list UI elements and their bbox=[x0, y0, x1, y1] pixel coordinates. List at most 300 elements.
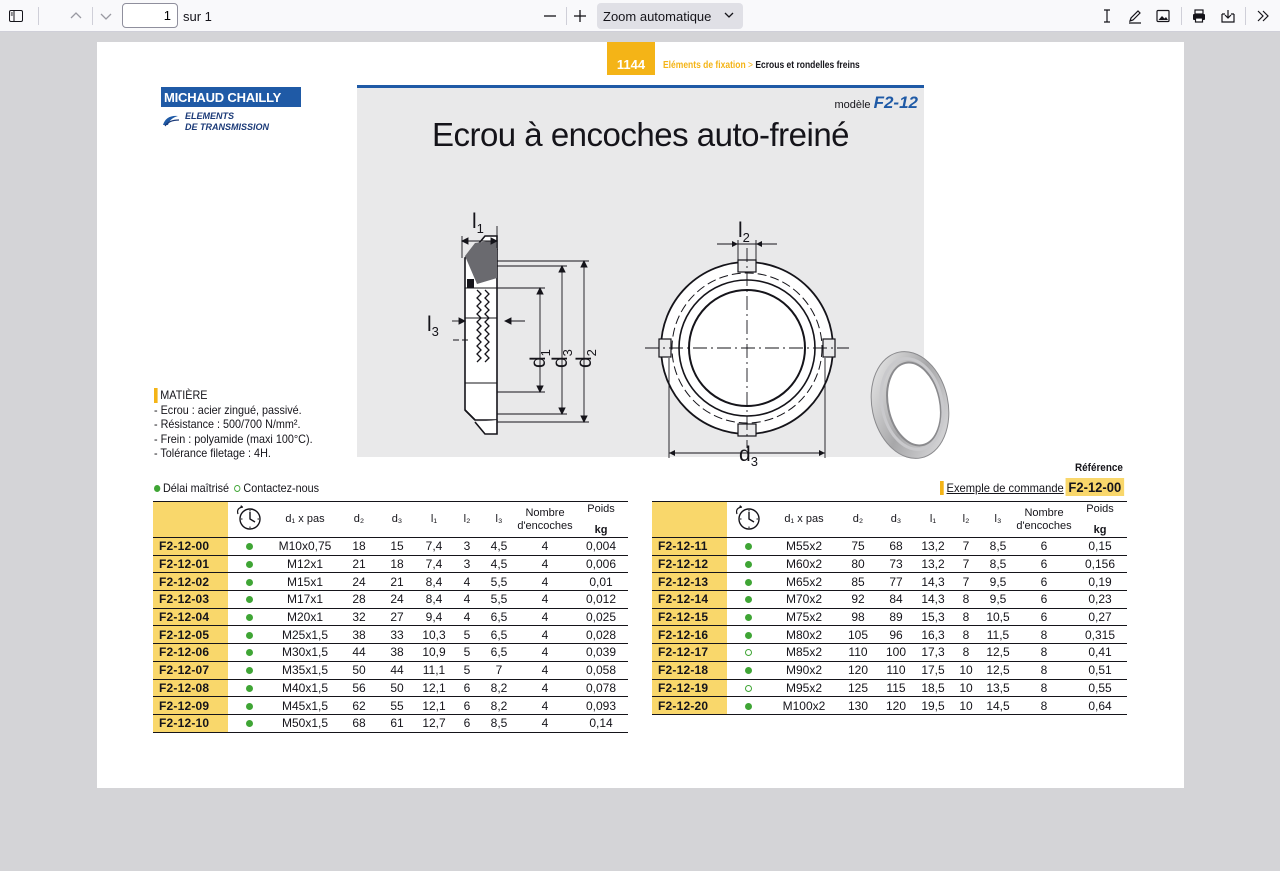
material-block bbox=[154, 388, 313, 461]
table-cell: 6 bbox=[1015, 538, 1073, 556]
table-row bbox=[153, 555, 628, 573]
table-cell: 4 bbox=[516, 714, 574, 732]
table-cell: 0,028 bbox=[574, 626, 628, 644]
table-row bbox=[153, 644, 628, 662]
table-cell: 0,23 bbox=[1073, 591, 1127, 609]
table-cell: M17x1 bbox=[270, 591, 340, 609]
table-row bbox=[153, 697, 628, 715]
table-row bbox=[652, 644, 1127, 662]
table-cell: 5 bbox=[452, 661, 482, 679]
header-d1: d₁ x pas bbox=[769, 502, 839, 538]
sidebar-toggle-icon[interactable] bbox=[4, 4, 28, 28]
table-cell: 0,156 bbox=[1073, 555, 1127, 573]
table-cell: M65x2 bbox=[769, 573, 839, 591]
table-cell: 8 bbox=[1015, 644, 1073, 662]
table-cell: M90x2 bbox=[769, 661, 839, 679]
table-cell: 8 bbox=[951, 644, 981, 662]
table-cell: 0,55 bbox=[1073, 679, 1127, 697]
pdf-page bbox=[97, 42, 1184, 788]
catalog-page-number: 1144 bbox=[607, 42, 655, 75]
table-cell: 18 bbox=[340, 538, 378, 556]
table-cell: 10,5 bbox=[981, 608, 1015, 626]
cell-reference: F2-12-08 bbox=[153, 679, 228, 697]
table-cell: 0,012 bbox=[574, 591, 628, 609]
table-cell: 4 bbox=[516, 644, 574, 662]
table-row bbox=[652, 591, 1127, 609]
table-cell: 8 bbox=[1015, 626, 1073, 644]
cell-availability bbox=[228, 661, 270, 679]
header-reference bbox=[153, 502, 228, 538]
table-cell: 0,15 bbox=[1073, 538, 1127, 556]
cell-availability bbox=[228, 573, 270, 591]
cell-reference: F2-12-14 bbox=[652, 591, 727, 609]
filled-dot-icon bbox=[246, 685, 253, 692]
table-cell: 6 bbox=[452, 697, 482, 715]
header-d1: d₁ x pas bbox=[270, 502, 340, 538]
table-cell: 62 bbox=[340, 697, 378, 715]
table-cell: 7,4 bbox=[416, 555, 452, 573]
page-number-input[interactable] bbox=[122, 3, 178, 28]
table-cell: 115 bbox=[877, 679, 915, 697]
filled-dot-icon bbox=[745, 667, 752, 674]
dim-label-d2: $d_2$ bbox=[573, 349, 599, 368]
table-cell: 38 bbox=[378, 644, 416, 662]
table-cell: 68 bbox=[877, 538, 915, 556]
table-cell: 0,64 bbox=[1073, 697, 1127, 715]
filled-dot-icon bbox=[745, 579, 752, 586]
table-row bbox=[652, 608, 1127, 626]
table-cell: 17,3 bbox=[915, 644, 951, 662]
cell-availability bbox=[228, 714, 270, 732]
filled-dot-icon bbox=[745, 561, 752, 568]
header-notches: Nombre d'encoches bbox=[1015, 502, 1073, 538]
table-cell: 4 bbox=[452, 608, 482, 626]
product-photo bbox=[862, 347, 952, 462]
table-cell: 8,4 bbox=[416, 591, 452, 609]
brand-subtitle-line: DE TRANSMISSION bbox=[185, 122, 270, 132]
cell-reference: F2-12-13 bbox=[652, 573, 727, 591]
filled-dot-icon bbox=[246, 543, 253, 550]
chevron-down-icon[interactable] bbox=[94, 4, 118, 28]
table-cell: 17,5 bbox=[915, 661, 951, 679]
filled-dot-icon bbox=[246, 596, 253, 603]
table-cell: M12x1 bbox=[270, 555, 340, 573]
table-row bbox=[652, 661, 1127, 679]
header-d2: d₂ bbox=[839, 502, 877, 538]
table-cell: 4 bbox=[452, 591, 482, 609]
table-cell: 44 bbox=[378, 661, 416, 679]
table-cell: 8,5 bbox=[981, 555, 1015, 573]
clock-icon bbox=[733, 505, 763, 531]
double-chevron-icon[interactable] bbox=[1251, 4, 1275, 28]
table-cell: 5 bbox=[452, 626, 482, 644]
cell-reference: F2-12-02 bbox=[153, 573, 228, 591]
dim-label-l1: $l_1$ bbox=[472, 210, 484, 236]
table-cell: 10 bbox=[951, 697, 981, 715]
cell-reference: F2-12-03 bbox=[153, 591, 228, 609]
table-cell: 0,315 bbox=[1073, 626, 1127, 644]
table-cell: 4 bbox=[516, 591, 574, 609]
brand-mark-icon bbox=[162, 113, 180, 127]
table-cell: 14,3 bbox=[915, 591, 951, 609]
table-cell: 98 bbox=[839, 608, 877, 626]
table-row bbox=[153, 538, 628, 556]
table-cell: 6 bbox=[1015, 555, 1073, 573]
table-cell: 12,1 bbox=[416, 679, 452, 697]
header-d3: d₃ bbox=[378, 502, 416, 538]
table-cell: 10 bbox=[951, 661, 981, 679]
table-cell: 0,01 bbox=[574, 573, 628, 591]
table-cell: 120 bbox=[877, 697, 915, 715]
cell-availability bbox=[727, 661, 769, 679]
filled-dot-icon bbox=[246, 561, 253, 568]
technical-drawing bbox=[357, 168, 924, 469]
table-cell: 105 bbox=[839, 626, 877, 644]
brand-logo: MICHAUD CHAILLY bbox=[161, 87, 301, 107]
table-cell: M15x1 bbox=[270, 573, 340, 591]
table-cell: 8,5 bbox=[981, 538, 1015, 556]
text-cursor-icon[interactable] bbox=[1095, 4, 1119, 28]
save-icon[interactable] bbox=[1216, 4, 1240, 28]
table-cell: 0,006 bbox=[574, 555, 628, 573]
table-cell: 16,3 bbox=[915, 626, 951, 644]
table-cell: 24 bbox=[340, 573, 378, 591]
table-cell: 0,27 bbox=[1073, 608, 1127, 626]
header-d3: d₃ bbox=[877, 502, 915, 538]
header-weight-cell bbox=[1073, 502, 1127, 538]
table-cell: 0,093 bbox=[574, 697, 628, 715]
table-cell: 5,5 bbox=[482, 591, 516, 609]
header-unit: kg bbox=[594, 523, 608, 536]
table-cell: 4 bbox=[516, 626, 574, 644]
table-cell: 13,2 bbox=[915, 538, 951, 556]
table-cell: 0,004 bbox=[574, 538, 628, 556]
cell-reference: F2-12-01 bbox=[153, 555, 228, 573]
table-cell: 6,5 bbox=[482, 608, 516, 626]
table-row bbox=[652, 555, 1127, 573]
cell-reference: F2-12-19 bbox=[652, 679, 727, 697]
table-cell: 9,5 bbox=[981, 573, 1015, 591]
pdf-toolbar bbox=[0, 0, 1280, 32]
table-cell: 8,5 bbox=[482, 714, 516, 732]
header-l3: l₃ bbox=[482, 502, 516, 538]
table-row bbox=[153, 573, 628, 591]
table-cell: 33 bbox=[378, 626, 416, 644]
chevron-down-icon bbox=[723, 9, 735, 21]
cell-reference: F2-12-06 bbox=[153, 644, 228, 662]
filled-dot-icon bbox=[246, 720, 253, 727]
table-cell: M20x1 bbox=[270, 608, 340, 626]
filled-dot-icon bbox=[154, 485, 160, 492]
page-title: Ecrou à encoches auto-freiné bbox=[431, 116, 850, 153]
header-l3: l₃ bbox=[981, 502, 1015, 538]
table-cell: 24 bbox=[378, 591, 416, 609]
header-l1: l₁ bbox=[915, 502, 951, 538]
cell-availability bbox=[228, 538, 270, 556]
table-cell: 9,5 bbox=[981, 591, 1015, 609]
table-cell: M50x1,5 bbox=[270, 714, 340, 732]
table-cell: M10x0,75 bbox=[270, 538, 340, 556]
table-cell: 38 bbox=[340, 626, 378, 644]
table-cell: 0,41 bbox=[1073, 644, 1127, 662]
table-cell: 50 bbox=[340, 661, 378, 679]
document-viewer[interactable] bbox=[0, 33, 1280, 871]
spec-table-left bbox=[153, 501, 628, 733]
model-code: F2-12 bbox=[873, 93, 918, 112]
cell-availability bbox=[228, 608, 270, 626]
cell-availability bbox=[727, 573, 769, 591]
table-cell: 7,4 bbox=[416, 538, 452, 556]
header-l1: l₁ bbox=[416, 502, 452, 538]
table-cell: 21 bbox=[340, 555, 378, 573]
table-cell: 0,51 bbox=[1073, 661, 1127, 679]
breadcrumb-separator: > bbox=[745, 60, 756, 71]
table-cell: 8 bbox=[1015, 679, 1073, 697]
chevron-up-icon[interactable] bbox=[64, 4, 88, 28]
brand-subtitle-line: ELEMENTS bbox=[185, 111, 235, 121]
table-cell: 77 bbox=[877, 573, 915, 591]
table-cell: M45x1,5 bbox=[270, 697, 340, 715]
header-delay bbox=[727, 502, 769, 538]
product-hero bbox=[357, 85, 924, 469]
table-cell: 6 bbox=[1015, 573, 1073, 591]
table-cell: 8,2 bbox=[482, 697, 516, 715]
table-cell: 15 bbox=[378, 538, 416, 556]
table-cell: 96 bbox=[877, 626, 915, 644]
header-weight-cell bbox=[574, 502, 628, 538]
table-cell: 5 bbox=[452, 644, 482, 662]
table-cell: 6 bbox=[1015, 591, 1073, 609]
table-row bbox=[153, 591, 628, 609]
filled-dot-icon bbox=[246, 667, 253, 674]
cell-reference: F2-12-00 bbox=[153, 538, 228, 556]
legend-available: Délai maîtrisé bbox=[163, 481, 230, 495]
table-cell: 7 bbox=[951, 555, 981, 573]
table-cell: M60x2 bbox=[769, 555, 839, 573]
table-cell: M30x1,5 bbox=[270, 644, 340, 662]
table-cell: 11,5 bbox=[981, 626, 1015, 644]
table-cell: 4 bbox=[516, 573, 574, 591]
filled-dot-icon bbox=[246, 614, 253, 621]
table-cell: 120 bbox=[839, 661, 877, 679]
table-row bbox=[153, 626, 628, 644]
table-cell: 18 bbox=[378, 555, 416, 573]
table-cell: 4 bbox=[452, 573, 482, 591]
table-cell: 56 bbox=[340, 679, 378, 697]
table-cell: 0,19 bbox=[1073, 573, 1127, 591]
table-row bbox=[652, 626, 1127, 644]
print-icon[interactable] bbox=[1187, 4, 1211, 28]
filled-dot-icon bbox=[246, 579, 253, 586]
cell-availability bbox=[228, 555, 270, 573]
filled-dot-icon bbox=[745, 543, 752, 550]
table-row bbox=[153, 608, 628, 626]
table-row bbox=[153, 714, 628, 732]
dim-label-l2: $l_2$ bbox=[738, 219, 750, 245]
header-unit: kg bbox=[1093, 523, 1107, 536]
cell-availability bbox=[727, 644, 769, 662]
table-cell: 130 bbox=[839, 697, 877, 715]
spec-table-right bbox=[652, 501, 1127, 715]
table-cell: 15,3 bbox=[915, 608, 951, 626]
filled-dot-icon bbox=[246, 649, 253, 656]
table-cell: M25x1,5 bbox=[270, 626, 340, 644]
header-l2: l₂ bbox=[452, 502, 482, 538]
breadcrumb bbox=[663, 60, 860, 71]
breadcrumb-subsection: Ecrous et rondelles freins bbox=[755, 60, 860, 71]
table-cell: M100x2 bbox=[769, 697, 839, 715]
table-cell: 4 bbox=[516, 608, 574, 626]
cell-reference: F2-12-15 bbox=[652, 608, 727, 626]
material-line: - Ecrou : acier zingué, passivé. bbox=[154, 402, 302, 417]
table-cell: 27 bbox=[378, 608, 416, 626]
table-cell: M85x2 bbox=[769, 644, 839, 662]
image-icon[interactable] bbox=[1151, 4, 1175, 28]
table-cell: 21 bbox=[378, 573, 416, 591]
table-cell: 28 bbox=[340, 591, 378, 609]
hollow-dot-icon bbox=[234, 485, 240, 492]
header-weight: Poids bbox=[587, 502, 615, 515]
table-cell: 3 bbox=[452, 538, 482, 556]
table-cell: 12,5 bbox=[981, 661, 1015, 679]
table-cell: 85 bbox=[839, 573, 877, 591]
table-cell: 92 bbox=[839, 591, 877, 609]
table-row bbox=[153, 679, 628, 697]
table-cell: 4 bbox=[516, 538, 574, 556]
cell-reference: F2-12-17 bbox=[652, 644, 727, 662]
table-cell: 0,058 bbox=[574, 661, 628, 679]
table-cell: 100 bbox=[877, 644, 915, 662]
filled-dot-icon bbox=[745, 703, 752, 710]
table-cell: 6 bbox=[1015, 608, 1073, 626]
material-line: - Frein : polyamide (maxi 100°C). bbox=[154, 431, 313, 446]
table-row bbox=[652, 697, 1127, 715]
table-cell: 4 bbox=[516, 697, 574, 715]
table-row bbox=[153, 661, 628, 679]
table-row bbox=[652, 538, 1127, 556]
zoom-value: Zoom automatique bbox=[603, 9, 712, 24]
cell-reference: F2-12-12 bbox=[652, 555, 727, 573]
plus-icon[interactable] bbox=[568, 4, 592, 28]
table-cell: 10,9 bbox=[416, 644, 452, 662]
table-cell: M40x1,5 bbox=[270, 679, 340, 697]
table-cell: 13,2 bbox=[915, 555, 951, 573]
cell-reference: F2-12-04 bbox=[153, 608, 228, 626]
table-cell: 61 bbox=[378, 714, 416, 732]
table-cell: M75x2 bbox=[769, 608, 839, 626]
minus-icon[interactable] bbox=[538, 4, 562, 28]
filled-dot-icon bbox=[246, 632, 253, 639]
table-cell: 110 bbox=[877, 661, 915, 679]
cell-availability bbox=[727, 591, 769, 609]
model-prefix: modèle bbox=[834, 99, 871, 111]
table-cell: 4,5 bbox=[482, 555, 516, 573]
table-cell: 9,4 bbox=[416, 608, 452, 626]
page-total-label: sur 1 bbox=[183, 9, 212, 24]
table-cell: 0,025 bbox=[574, 608, 628, 626]
table-cell: 6 bbox=[452, 679, 482, 697]
table-cell: 75 bbox=[839, 538, 877, 556]
material-line: - Résistance : 500/700 N/mm². bbox=[154, 417, 301, 432]
table-cell: 14,5 bbox=[981, 697, 1015, 715]
table-cell: M95x2 bbox=[769, 679, 839, 697]
cell-reference: F2-12-09 bbox=[153, 697, 228, 715]
cell-availability bbox=[228, 697, 270, 715]
filled-dot-icon bbox=[745, 632, 752, 639]
table-cell: 18,5 bbox=[915, 679, 951, 697]
table-cell: 4,5 bbox=[482, 538, 516, 556]
cell-availability bbox=[228, 591, 270, 609]
availability-legend bbox=[154, 481, 319, 495]
order-example-label: Exemple de commande bbox=[940, 481, 1064, 495]
filled-dot-icon bbox=[745, 596, 752, 603]
cell-reference: F2-12-05 bbox=[153, 626, 228, 644]
table-cell: 6 bbox=[452, 714, 482, 732]
table-cell: 4 bbox=[516, 661, 574, 679]
cell-availability bbox=[727, 626, 769, 644]
table-cell: 125 bbox=[839, 679, 877, 697]
table-cell: 8 bbox=[951, 626, 981, 644]
table-cell: 8,4 bbox=[416, 573, 452, 591]
breadcrumb-section: Eléments de fixation bbox=[663, 60, 746, 71]
material-title: MATIÈRE bbox=[154, 388, 313, 403]
model-label bbox=[834, 93, 918, 113]
cell-reference: F2-12-11 bbox=[652, 538, 727, 556]
cell-availability bbox=[228, 679, 270, 697]
dim-label-d3: $d_3$ bbox=[549, 349, 575, 368]
table-cell: 5,5 bbox=[482, 573, 516, 591]
table-cell: 12,7 bbox=[416, 714, 452, 732]
cell-reference: F2-12-18 bbox=[652, 661, 727, 679]
legend-contact: Contactez-nous bbox=[243, 481, 320, 495]
hollow-dot-icon bbox=[745, 649, 752, 656]
table-cell: M80x2 bbox=[769, 626, 839, 644]
table-cell: 6,5 bbox=[482, 626, 516, 644]
table-cell: 0,14 bbox=[574, 714, 628, 732]
filled-dot-icon bbox=[246, 703, 253, 710]
order-example-code: F2-12-00 bbox=[1066, 478, 1124, 496]
table-cell: 32 bbox=[340, 608, 378, 626]
cell-availability bbox=[228, 626, 270, 644]
header-delay bbox=[228, 502, 270, 538]
table-cell: 84 bbox=[877, 591, 915, 609]
zoom-select[interactable] bbox=[597, 3, 743, 29]
table-cell: 8,2 bbox=[482, 679, 516, 697]
table-cell: 8 bbox=[951, 608, 981, 626]
table-cell: 10 bbox=[951, 679, 981, 697]
table-row bbox=[652, 679, 1127, 697]
header-reference bbox=[652, 502, 727, 538]
brand-subtitle bbox=[185, 111, 269, 133]
pen-icon[interactable] bbox=[1123, 4, 1147, 28]
table-cell: 44 bbox=[340, 644, 378, 662]
table-row bbox=[652, 573, 1127, 591]
cell-reference: F2-12-07 bbox=[153, 661, 228, 679]
clock-icon bbox=[234, 505, 264, 531]
table-cell: 7 bbox=[482, 661, 516, 679]
table-cell: 8 bbox=[1015, 661, 1073, 679]
table-cell: 73 bbox=[877, 555, 915, 573]
hollow-dot-icon bbox=[745, 685, 752, 692]
table-cell: 110 bbox=[839, 644, 877, 662]
table-cell: M70x2 bbox=[769, 591, 839, 609]
table-cell: M35x1,5 bbox=[270, 661, 340, 679]
table-cell: 8 bbox=[1015, 697, 1073, 715]
cell-availability bbox=[228, 644, 270, 662]
table-cell: 4 bbox=[516, 679, 574, 697]
table-cell: M55x2 bbox=[769, 538, 839, 556]
table-cell: 11,1 bbox=[416, 661, 452, 679]
